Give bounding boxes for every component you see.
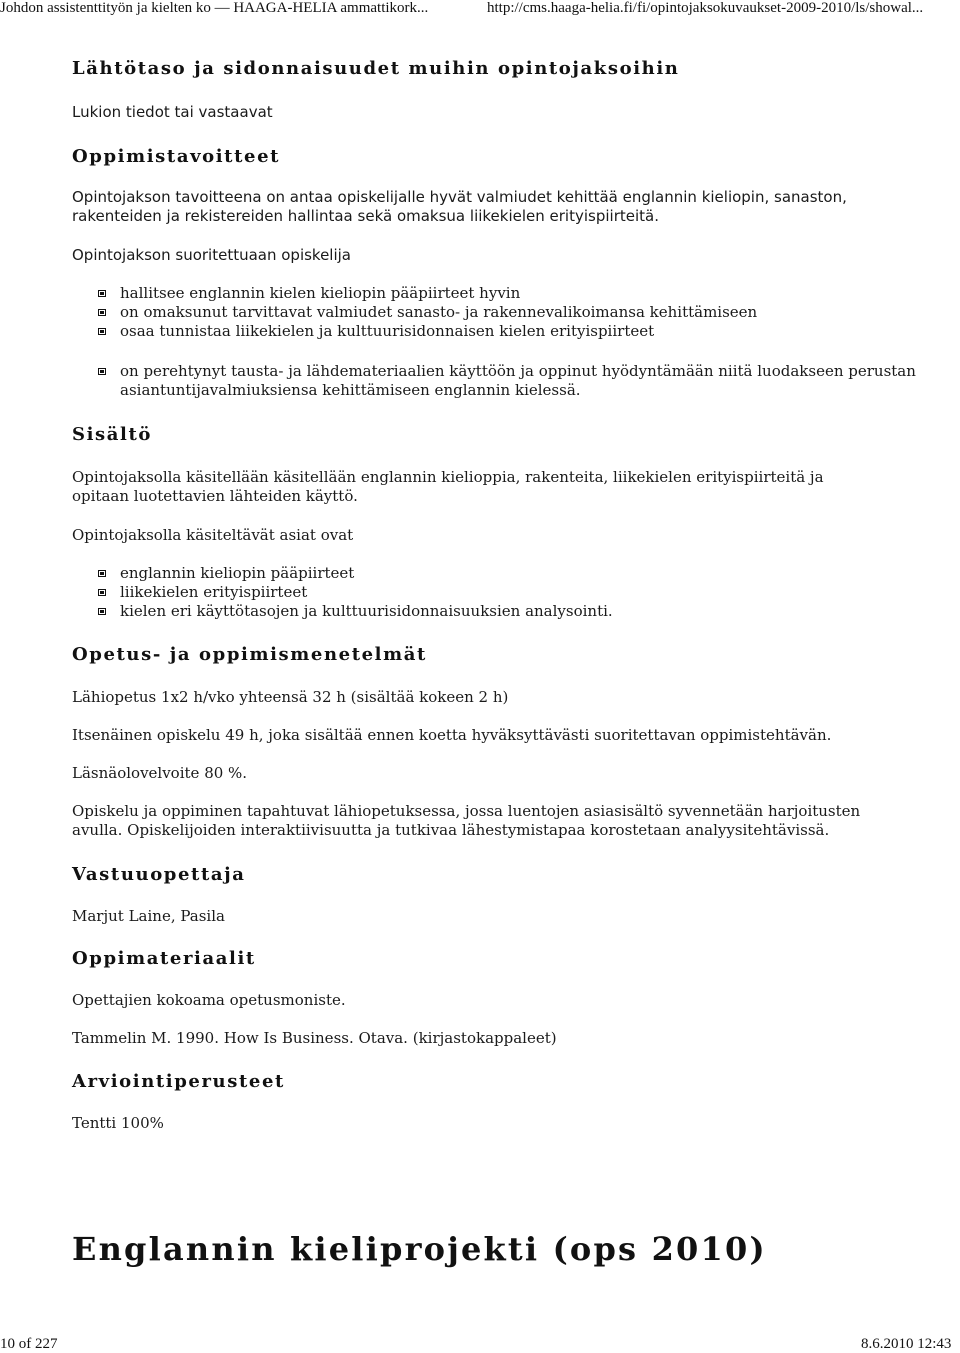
content-paragraph-2: Opintojaksolla käsiteltävät asiat ovat xyxy=(72,526,354,544)
objectives-lead: Opintojakson suoritettuaan opiskelija xyxy=(72,246,352,264)
bullet-icon xyxy=(98,570,106,577)
objectives-intro: Opintojakson tavoitteena on antaa opiskelijalle hyvät valmiudet kehittää englannin kieliopin, sanaston, rakenteiden ja rekistereiden hallintaa sekä omaksua liikekielen erityispiirteitä. xyxy=(72,188,847,225)
section-title-teacher: Vastuuopettaja xyxy=(72,864,246,885)
section-title-content: Sisältö xyxy=(72,424,152,445)
bullet-icon xyxy=(98,368,106,375)
list-item: on omaksunut tarvittavat valmiudet sanasto- ja rakennevalikoimansa kehittämiseen xyxy=(120,303,920,322)
methods-paragraph-3: Läsnäolovelvoite 80 %. xyxy=(72,764,248,782)
section-title-methods: Opetus- ja oppimismenetelmät xyxy=(72,644,427,665)
content-list xyxy=(72,564,920,621)
materials-paragraph-2: Tammelin M. 1990. How Is Business. Otava. (kirjastokappaleet) xyxy=(72,1029,557,1047)
bullet-icon xyxy=(98,608,106,615)
methods-paragraph-2: Itsenäinen opiskelu 49 h, joka sisältää ennen koetta hyväksyttävästi suoritettavan oppimistehtävän. xyxy=(72,726,832,744)
objectives-list-2 xyxy=(72,362,920,400)
list-item: englannin kieliopin pääpiirteet xyxy=(120,564,920,583)
header-url: http://cms.haaga-helia.fi/fi/opintojaksokuvaukset-2009-2010/ls/showal... xyxy=(487,0,924,16)
print-header xyxy=(0,0,960,20)
materials-paragraph-1: Opettajien kokoama opetusmoniste. xyxy=(72,991,346,1009)
prerequisites-text: Lukion tiedot tai vastaavat xyxy=(72,103,273,121)
list-item: osaa tunnistaa liikekielen ja kulttuurisidonnaisen kielen erityispiirteet xyxy=(120,322,920,341)
assessment-text: Tentti 100% xyxy=(72,1114,164,1132)
print-datetime: 8.6.2010 12:43 xyxy=(861,1336,952,1352)
objectives-list xyxy=(72,284,920,341)
bullet-icon xyxy=(98,290,106,297)
list-item: hallitsee englannin kielen kieliopin pääpiirteet hyvin xyxy=(120,284,920,303)
teacher-name: Marjut Laine, Pasila xyxy=(72,907,225,925)
section-title-prerequisites: Lähtötaso ja sidonnaisuudet muihin opintojaksoihin xyxy=(72,58,680,79)
section-title-assessment: Arviointiperusteet xyxy=(72,1071,285,1092)
section-title-materials: Oppimateriaalit xyxy=(72,948,256,969)
content-paragraph-1: Opintojaksolla käsitellään käsitellään englannin kielioppia, rakenteita, liikekielen erityispiirteitä ja opitaan luotettavien lähteiden käyttö. xyxy=(72,468,824,505)
methods-paragraph-1: Lähiopetus 1x2 h/vko yhteensä 32 h (sisältää kokeen 2 h) xyxy=(72,688,509,706)
methods-paragraph-4: Opiskelu ja oppiminen tapahtuvat lähiopetuksessa, jossa luentojen asiasisältö syvennetään harjoitusten avulla. Opiskelijoiden interaktiivisuutta ja tutkivaa lähestymistapaa korostetaan analyysitehtävissä. xyxy=(72,802,861,839)
list-item: liikekielen erityispiirteet xyxy=(120,583,920,602)
list-item: on perehtynyt tausta- ja lähdemateriaalien käyttöön ja oppinut hyödyntämään niitä luodakseen perustan asiantuntijavalmiuksiensa kehittämiseen englannin kielessä. xyxy=(120,362,920,400)
bullet-icon xyxy=(98,328,106,335)
section-title-objectives: Oppimistavoitteet xyxy=(72,146,281,167)
header-page-title: Johdon assistenttityön ja kielten ko — HAAGA-HELIA ammattikork... xyxy=(0,0,429,16)
bullet-icon xyxy=(98,309,106,316)
bullet-icon xyxy=(98,589,106,596)
list-item: kielen eri käyttötasojen ja kulttuurisidonnaisuuksien analysointi. xyxy=(120,602,920,621)
page-counter: 10 of 227 xyxy=(0,1336,58,1352)
course-title: Englannin kieliprojekti (ops 2010) xyxy=(72,1230,767,1268)
